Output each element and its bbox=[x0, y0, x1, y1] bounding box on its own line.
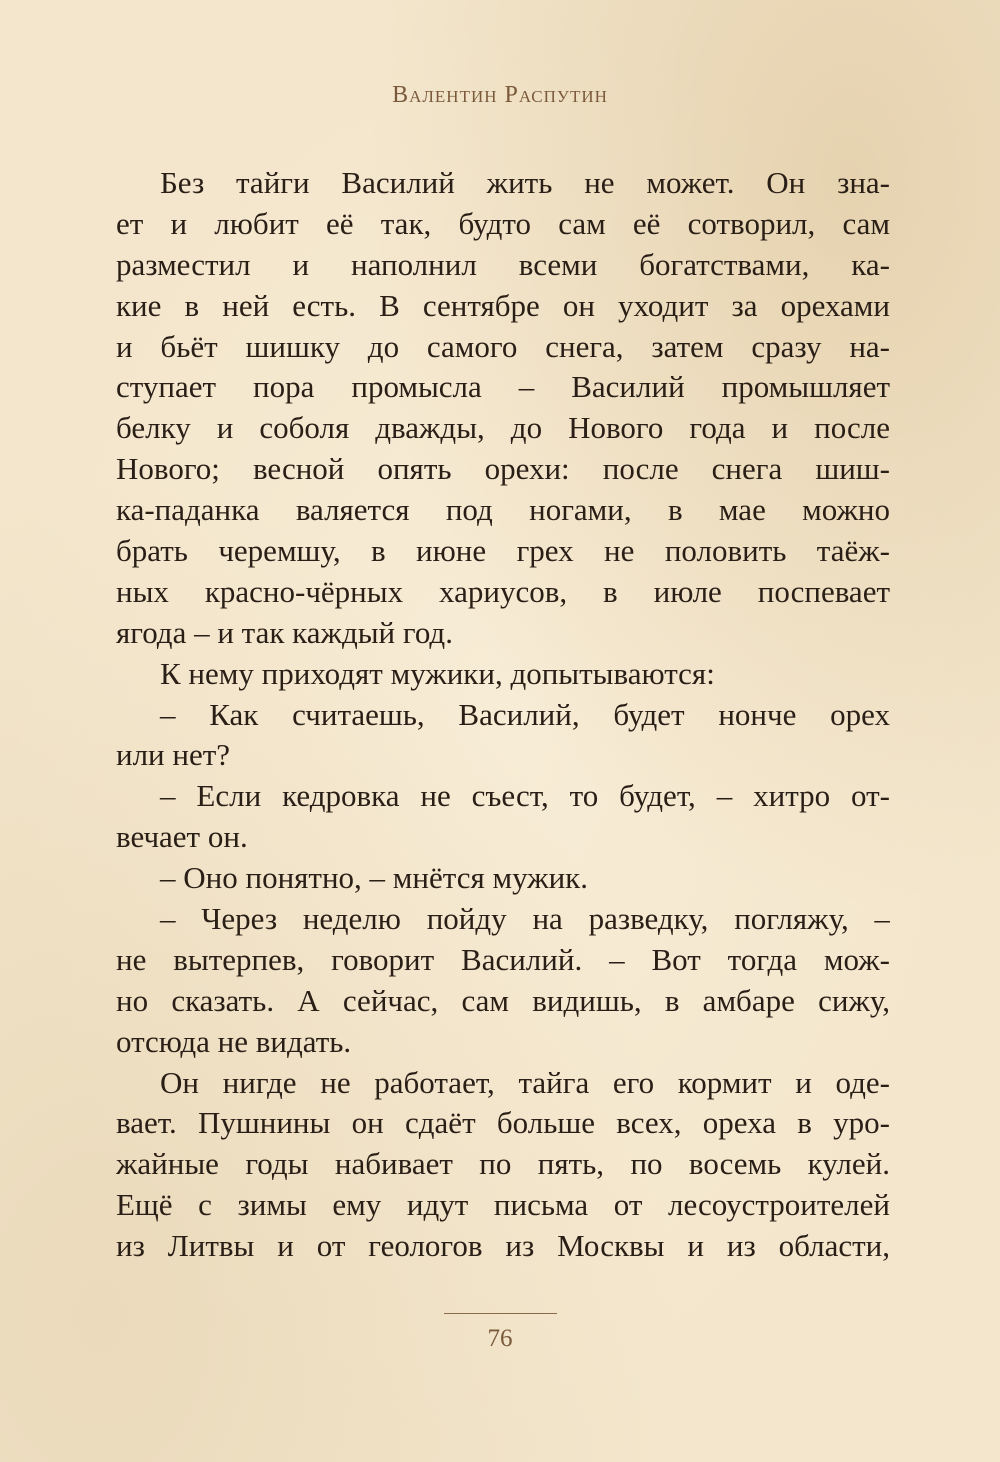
text-line: из Литвы и от геологов из Москвы и из области, bbox=[116, 1228, 890, 1264]
text-line: или нет? bbox=[116, 737, 231, 773]
text-line: – Как считаешь, Василий, будет нонче орех bbox=[160, 696, 890, 732]
body-text bbox=[116, 163, 890, 1267]
text-line: ступает пора промысла – Василий промышляет bbox=[116, 369, 890, 405]
text-line: вечает он. bbox=[116, 819, 248, 855]
text-line: К нему приходят мужики, допытываются: bbox=[160, 655, 715, 691]
text-line: – Оно понятно, – мнётся мужик. bbox=[160, 860, 588, 896]
text-line: ных красно-чёрных хариусов, в июле поспевает bbox=[116, 573, 890, 609]
text-line: жайные годы набивает по пять, по восемь кулей. bbox=[116, 1146, 890, 1182]
text-line: Без тайги Василий жить не может. Он зна- bbox=[160, 165, 890, 200]
text-line: ягода – и так каждый год. bbox=[116, 614, 453, 650]
text-line: белку и соболя дважды, до Нового года и после bbox=[116, 410, 890, 446]
running-head: Валентин Распутин bbox=[392, 82, 608, 108]
text-line: отсюда не видать. bbox=[116, 1023, 352, 1059]
text-line: Он нигде не работает, тайга его кормит и оде- bbox=[160, 1064, 890, 1100]
text-line: Нового; весной опять орехи: после снега шиш- bbox=[116, 451, 890, 487]
text-line: разместил и наполнил всеми богатствами, ка- bbox=[116, 246, 890, 282]
text-line: кие в ней есть. В сентябре он уходит за орехами bbox=[116, 287, 890, 323]
text-line: – Через неделю пойду на разведку, погляжу, – bbox=[160, 901, 890, 937]
footer-divider bbox=[444, 1313, 557, 1314]
text-line: брать черемшу, в июне грех не половить таёж- bbox=[116, 533, 890, 569]
text-line: но сказать. А сейчас, сам видишь, в амбаре сижу, bbox=[116, 982, 890, 1018]
text-line: Ещё с зимы ему идут письма от лесоустроителей bbox=[116, 1187, 890, 1223]
text-line: ка-паданка валяется под ногами, в мае можно bbox=[116, 492, 890, 528]
text-line: ет и любит её так, будто сам её сотворил, сам bbox=[116, 205, 890, 241]
text-line: и бьёт шишку до самого снега, затем сразу на- bbox=[116, 328, 890, 364]
text-line: – Если кедровка не съест, то будет, – хитро от- bbox=[160, 778, 890, 814]
text-line: не вытерпев, говорит Василий. – Вот тогда мож- bbox=[116, 941, 890, 977]
text-line: вает. Пушнины он сдаёт больше всех, ореха в уро- bbox=[116, 1105, 890, 1141]
page-number: 76 bbox=[487, 1325, 513, 1352]
